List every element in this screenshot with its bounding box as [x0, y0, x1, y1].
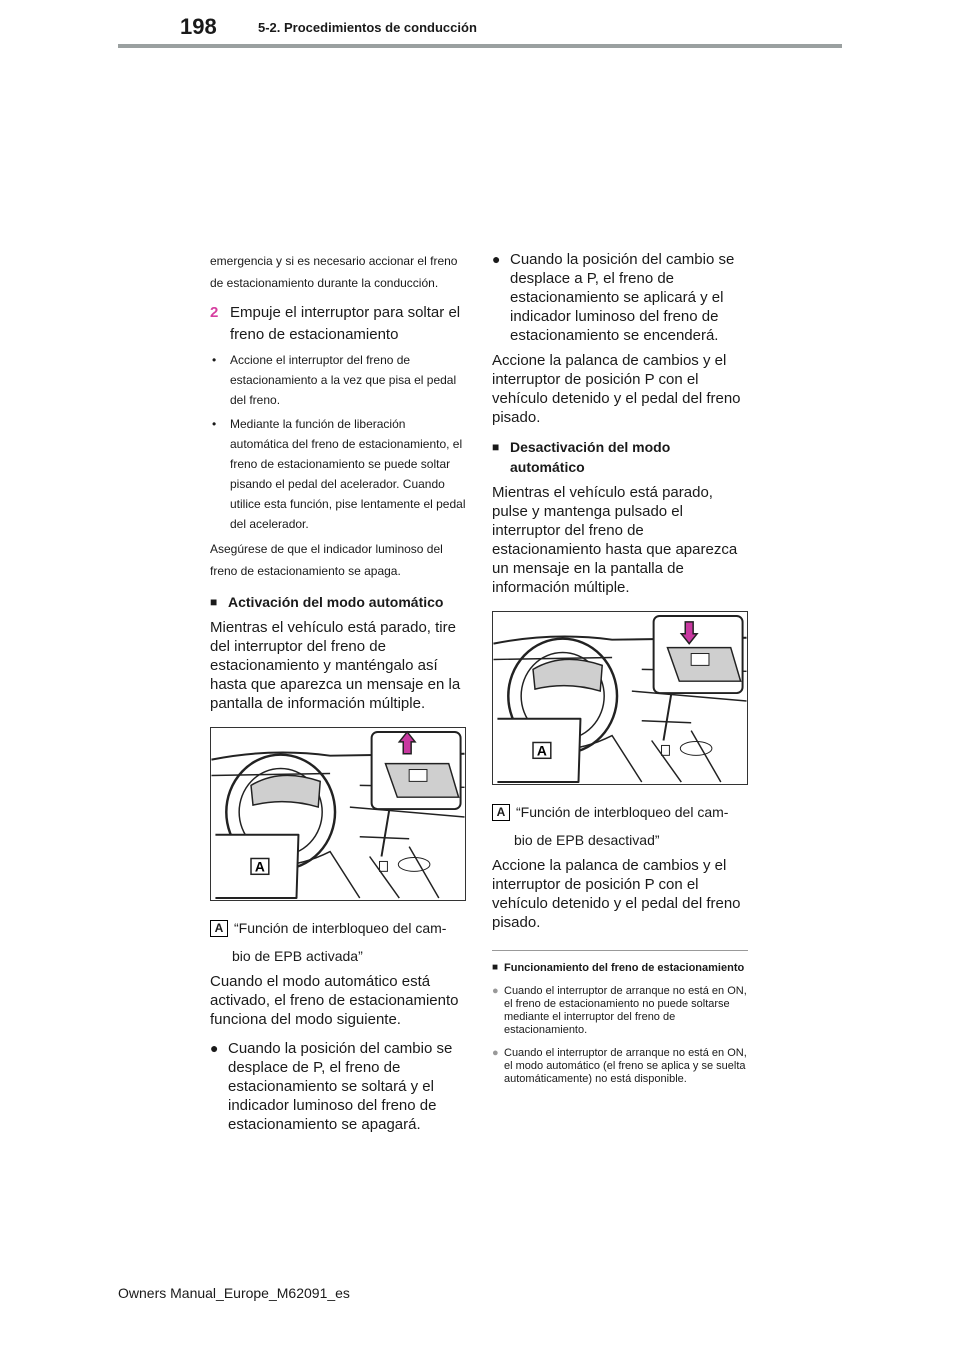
header-rule — [118, 44, 842, 48]
bullet-text: Accione el interruptor del freno de estacionamiento a la vez que pisa el pedal del freno. — [230, 353, 457, 407]
note-text: Asegúrese de que el indicador luminoso del freno de estacionamiento se apaga. — [210, 542, 443, 578]
note-item — [492, 1047, 748, 1086]
square-bullet-icon: ■ — [492, 440, 500, 454]
notes-heading-text: Funcionamiento del freno de estacionamiento — [504, 962, 745, 974]
caption-line: bio de EPB desactivad” — [514, 832, 660, 848]
dot-list-item — [210, 1039, 466, 1134]
caption-line: “Función de interbloqueo del cam- — [234, 920, 447, 936]
callout-label: A — [536, 742, 547, 759]
notes-rule — [492, 950, 748, 951]
bullet-item — [210, 350, 466, 410]
right-column — [492, 250, 748, 1086]
section-title: 5-2. Procedimientos de conducción — [258, 20, 477, 35]
dashboard-illustration-pull — [210, 727, 466, 901]
dot-bullet-icon: ● — [492, 985, 499, 997]
dot-bullet-icon: ● — [492, 251, 501, 267]
square-bullet-icon: ■ — [492, 962, 499, 973]
intro-text: emergencia y si es necesario accionar el freno de estacionamiento durante la conducción. — [210, 254, 458, 290]
bullet-text: Mediante la función de liberación automática del freno de estacionamiento, el freno de estacionamiento se puede soltar pisando el pedal del acelerador. Cuando utilice esta función, pise lentamente el pedal del acelerador. — [230, 417, 466, 531]
dot-text: Cuando la posición del cambio se desplace de P, el freno de estacionamiento se soltará y el indicador luminoso del freno de estacionamiento se apagará. — [228, 1040, 453, 1133]
square-bullet-icon: ■ — [210, 595, 218, 609]
bullet-item — [210, 414, 466, 534]
callout-label: A — [254, 858, 265, 875]
paragraph: Accione la palanca de cambios y el interruptor de posición P con el vehículo detenido y el pedal del freno pisado. — [492, 857, 741, 931]
bullet-icon: • — [212, 417, 217, 431]
note-text: Cuando el interruptor de arranque no está en ON, el freno de estacionamiento no puede soltarse mediante el interruptor del freno de estacionamiento. — [504, 985, 747, 1036]
note-text: Cuando el interruptor de arranque no está en ON, el modo automático (el freno se aplica y se suelta automáticamente) no está disponible. — [504, 1047, 747, 1085]
section-heading — [210, 592, 466, 612]
dot-bullet-icon: ● — [492, 1047, 499, 1059]
notes-heading — [492, 961, 748, 975]
step-text: Empuje el interruptor para soltar el freno de estacionamiento — [230, 304, 461, 343]
heading-text: Activación del modo automático — [228, 594, 444, 610]
dot-list-item — [492, 250, 748, 345]
paragraph: Mientras el vehículo está parado, pulse y mantenga pulsado el interruptor del freno de estacionamiento hasta que aparezca un mensaje en la pantalla de información múltiple. — [492, 484, 738, 596]
paragraph: Mientras el vehículo está parado, tire del interruptor del freno de estacionamiento y manténgalo así hasta que aparezca un mensaje en la pantalla de información múltiple. — [210, 619, 461, 712]
note-item — [492, 985, 748, 1037]
heading-text: Desactivación del modo automático — [510, 439, 671, 475]
page-number: 198 — [180, 14, 217, 39]
footer-text: Owners Manual_Europe_M62091_es — [118, 1285, 350, 1301]
paragraph: Cuando el modo automático está activado, el freno de estacionamiento funciona del modo siguiente. — [210, 973, 459, 1028]
dot-bullet-icon: ● — [210, 1040, 219, 1056]
caption — [492, 802, 748, 822]
callout-a-icon: A — [210, 920, 228, 937]
paragraph: Accione la palanca de cambios y el interruptor de posición P con el vehículo detenido y el pedal del freno pisado. — [492, 352, 741, 426]
left-column — [210, 250, 466, 1134]
bullet-icon: • — [212, 353, 217, 367]
step-2 — [210, 302, 466, 346]
dot-text: Cuando la posición del cambio se desplace a P, el freno de estacionamiento se aplicará y el indicador luminoso del freno de estacionamiento se encenderá. — [510, 251, 735, 344]
caption-line: “Función de interbloqueo del cam- — [516, 804, 729, 820]
dashboard-illustration-push — [492, 611, 748, 785]
step-number: 2 — [210, 304, 219, 321]
section-heading — [492, 437, 748, 477]
callout-a-icon: A — [492, 804, 510, 821]
caption — [210, 918, 466, 938]
caption-line: bio de EPB activada” — [232, 948, 363, 964]
